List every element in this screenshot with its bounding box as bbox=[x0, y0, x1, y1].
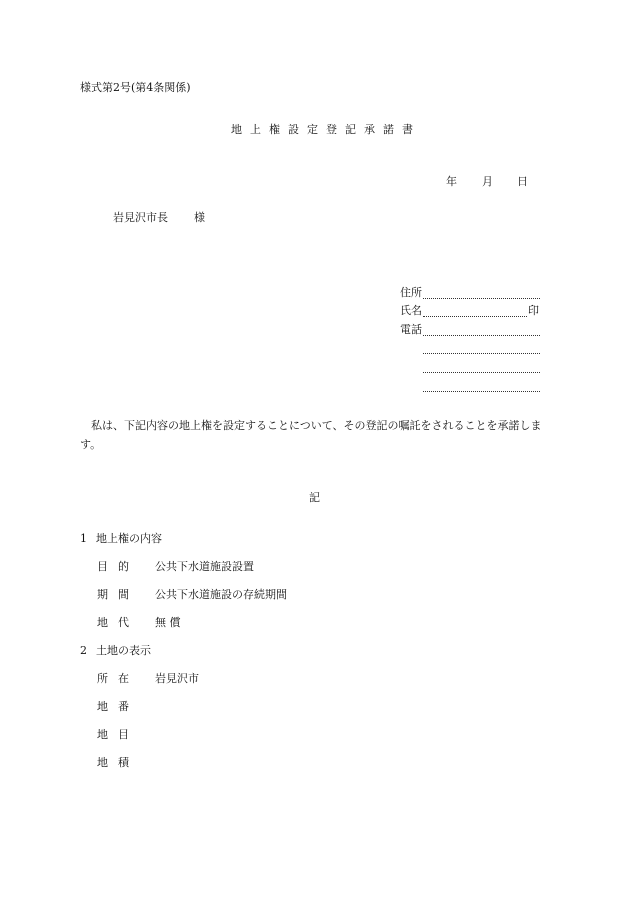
addressee-honorific: 様 bbox=[194, 211, 205, 224]
title-char: 記 bbox=[345, 123, 356, 136]
extra-line bbox=[423, 342, 540, 354]
addressee-name: 岩見沢市長 bbox=[113, 211, 168, 224]
item-label-a: 地 bbox=[97, 756, 108, 769]
title-char: 設 bbox=[288, 123, 299, 136]
date-day: 日 bbox=[517, 175, 528, 188]
seal-mark: 印 bbox=[528, 304, 539, 317]
item-label-b: 代 bbox=[118, 616, 129, 629]
title-char: 承 bbox=[364, 123, 375, 136]
item-label-a: 目 bbox=[97, 560, 108, 573]
section2-heading: 土地の表示 bbox=[96, 644, 151, 657]
ki-heading: 記 bbox=[309, 491, 320, 504]
item-value: 無 償 bbox=[155, 616, 181, 629]
title-char: 上 bbox=[250, 123, 261, 136]
name-line bbox=[423, 305, 527, 317]
item-label-a: 地 bbox=[97, 728, 108, 741]
item-label-b: 的 bbox=[118, 560, 129, 573]
item-label-a: 地 bbox=[97, 700, 108, 713]
title-char: 地 bbox=[231, 123, 242, 136]
address-line bbox=[423, 287, 540, 299]
title-char: 諾 bbox=[383, 123, 394, 136]
item-value: 岩見沢市 bbox=[155, 672, 199, 685]
item-label-a: 期 bbox=[97, 588, 108, 601]
item-label-b: 間 bbox=[118, 588, 129, 601]
phone-line bbox=[423, 324, 540, 336]
extra-line bbox=[423, 361, 540, 373]
title-char: 書 bbox=[402, 123, 413, 136]
document-title bbox=[231, 121, 421, 137]
item-label-b: 目 bbox=[118, 728, 129, 741]
item-label-b: 積 bbox=[118, 756, 129, 769]
item-label-a: 所 bbox=[97, 672, 108, 685]
phone-label: 電話 bbox=[400, 323, 422, 336]
title-char: 権 bbox=[269, 123, 280, 136]
section2-number: 2 bbox=[80, 644, 87, 657]
section1-heading: 地上権の内容 bbox=[96, 532, 162, 545]
address-label: 住所 bbox=[400, 286, 422, 299]
name-label: 氏名 bbox=[400, 304, 422, 317]
date-month: 月 bbox=[482, 175, 493, 188]
title-char: 定 bbox=[307, 123, 318, 136]
date-year: 年 bbox=[446, 175, 457, 188]
consent-statement: 私は、下記内容の地上権を設定することについて、その登記の嘱託をされることを承諾します。 bbox=[80, 419, 542, 451]
section1-number: 1 bbox=[80, 532, 87, 545]
item-label-b: 番 bbox=[118, 700, 129, 713]
item-label-b: 在 bbox=[118, 672, 129, 685]
item-value: 公共下水道施設設置 bbox=[155, 560, 254, 573]
title-char: 登 bbox=[326, 123, 337, 136]
extra-line bbox=[423, 380, 540, 392]
form-number: 様式第2号(第4条関係) bbox=[80, 81, 191, 94]
item-value: 公共下水道施設の存続期間 bbox=[155, 588, 287, 601]
item-label-a: 地 bbox=[97, 616, 108, 629]
